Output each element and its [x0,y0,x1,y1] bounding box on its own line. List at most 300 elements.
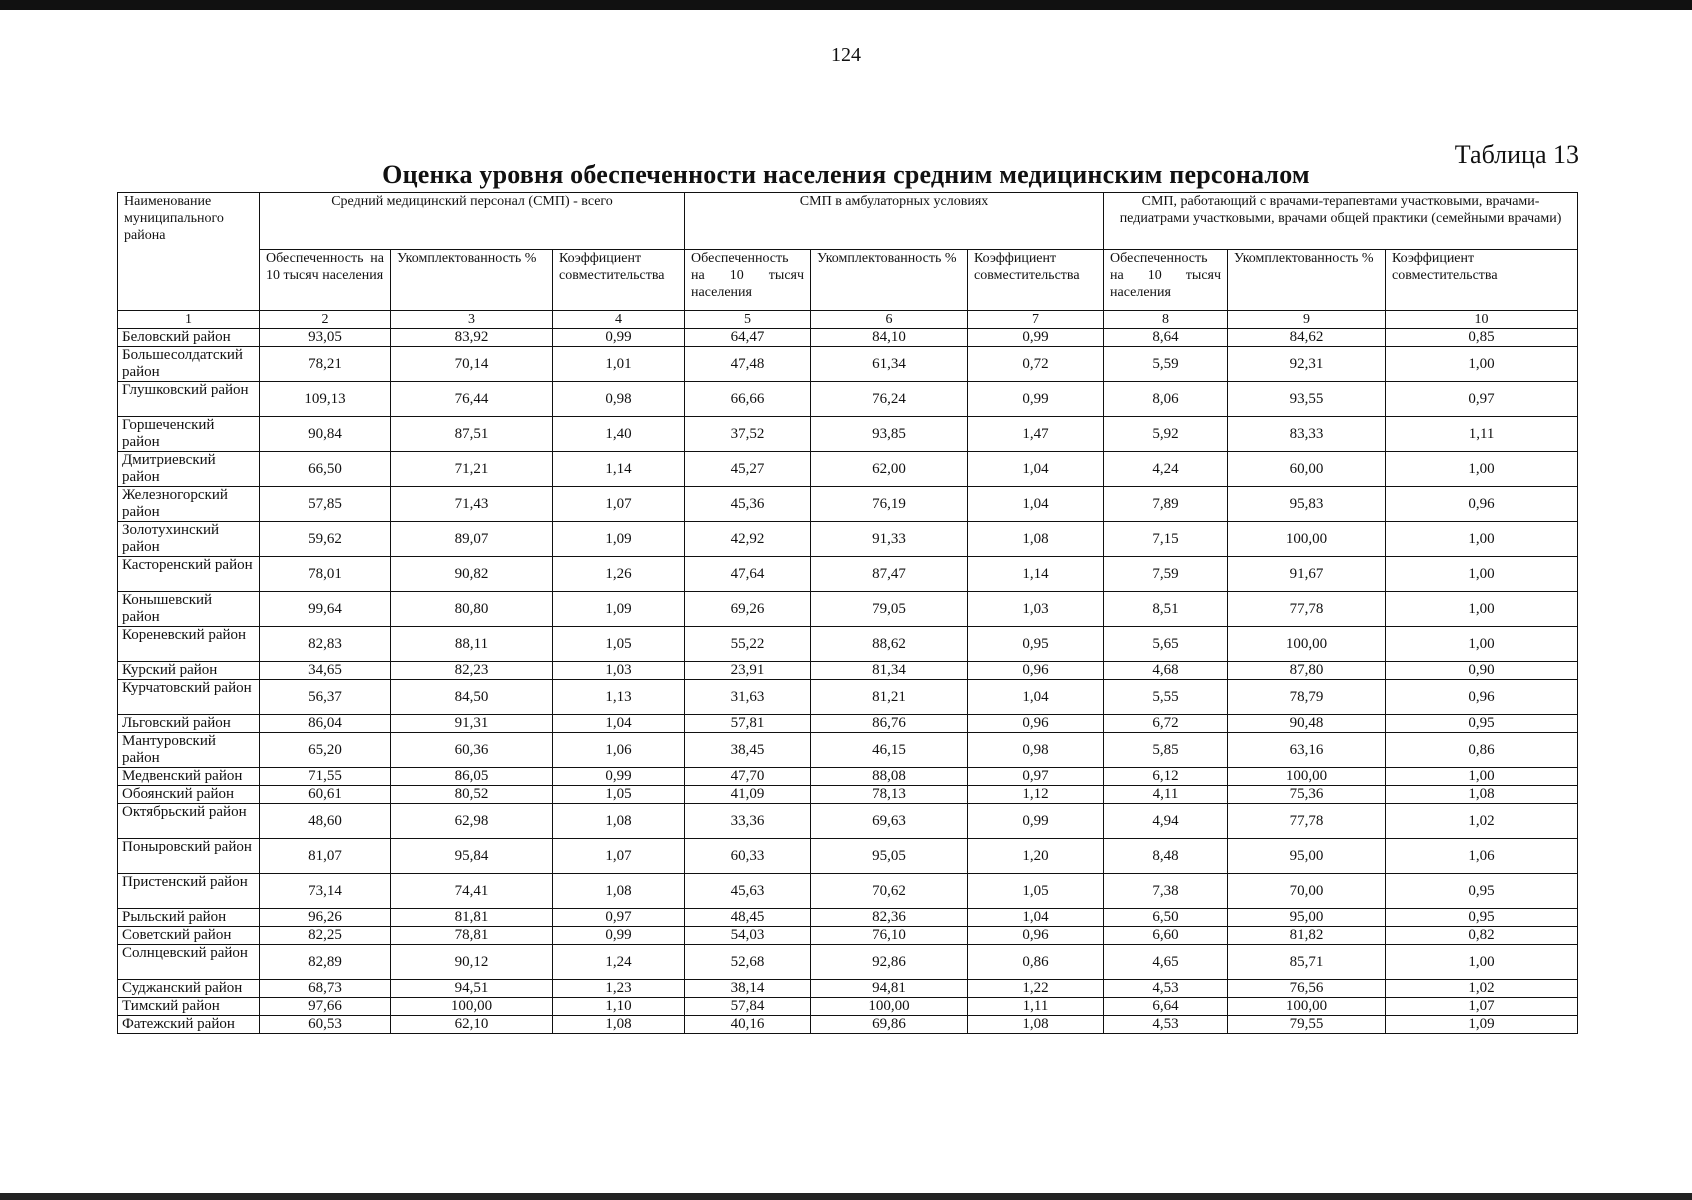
cell-value: 70,14 [391,347,553,382]
header-supply: Обеспеченность на 10 тысяч населения [260,250,391,311]
cell-value: 0,86 [1386,733,1578,768]
district-name: Мантуровский район [118,733,260,768]
header-coefficient: Коэффициент совместительства [553,250,685,311]
cell-value: 1,47 [968,417,1104,452]
cell-value: 64,47 [685,329,811,347]
cell-value: 6,12 [1104,768,1228,786]
cell-value: 1,08 [1386,786,1578,804]
table-row [118,347,1578,382]
district-name: Золотухинский район [118,522,260,557]
table-row [118,927,1578,945]
cell-value: 81,07 [260,839,391,874]
cell-value: 1,14 [553,452,685,487]
cell-value: 83,33 [1228,417,1386,452]
cell-value: 82,25 [260,927,391,945]
cell-value: 94,81 [811,980,968,998]
cell-value: 70,00 [1228,874,1386,909]
cell-value: 57,81 [685,715,811,733]
cell-value: 60,00 [1228,452,1386,487]
cell-value: 48,45 [685,909,811,927]
cell-value: 88,11 [391,627,553,662]
cell-value: 59,62 [260,522,391,557]
scan-edge-top [0,0,1692,10]
table-row [118,874,1578,909]
cell-value: 1,24 [553,945,685,980]
cell-value: 7,15 [1104,522,1228,557]
district-name: Конышевский район [118,592,260,627]
cell-value: 87,51 [391,417,553,452]
cell-value: 95,00 [1228,909,1386,927]
cell-value: 1,00 [1386,768,1578,786]
cell-value: 1,08 [968,522,1104,557]
cell-value: 78,13 [811,786,968,804]
cell-value: 63,16 [1228,733,1386,768]
column-number: 5 [685,311,811,329]
header-supply: Обеспеченность на 10 тысяч населения [685,250,811,311]
district-name: Курчатовский район [118,680,260,715]
cell-value: 1,03 [968,592,1104,627]
district-name: Тимский район [118,998,260,1016]
cell-value: 83,92 [391,329,553,347]
cell-value: 92,31 [1228,347,1386,382]
cell-value: 7,59 [1104,557,1228,592]
cell-value: 1,04 [968,680,1104,715]
cell-value: 4,24 [1104,452,1228,487]
cell-value: 76,44 [391,382,553,417]
cell-value: 1,14 [968,557,1104,592]
table-row [118,998,1578,1016]
cell-value: 1,00 [1386,522,1578,557]
cell-value: 7,38 [1104,874,1228,909]
cell-value: 1,08 [553,1016,685,1034]
cell-value: 7,89 [1104,487,1228,522]
cell-value: 1,11 [968,998,1104,1016]
cell-value: 45,36 [685,487,811,522]
table-row [118,715,1578,733]
cell-value: 88,08 [811,768,968,786]
cell-value: 80,52 [391,786,553,804]
cell-value: 4,53 [1104,980,1228,998]
cell-value: 1,05 [968,874,1104,909]
cell-value: 78,79 [1228,680,1386,715]
cell-value: 96,26 [260,909,391,927]
district-name: Дмитриевский район [118,452,260,487]
cell-value: 4,11 [1104,786,1228,804]
cell-value: 37,52 [685,417,811,452]
cell-value: 90,48 [1228,715,1386,733]
column-number: 2 [260,311,391,329]
cell-value: 57,85 [260,487,391,522]
cell-value: 1,00 [1386,592,1578,627]
column-number-row [118,311,1578,329]
cell-value: 1,07 [553,839,685,874]
header-group-ambulatory: СМП в амбулаторных условиях [685,193,1104,250]
cell-value: 95,83 [1228,487,1386,522]
cell-value: 100,00 [391,998,553,1016]
cell-value: 62,98 [391,804,553,839]
cell-value: 1,07 [553,487,685,522]
cell-value: 5,59 [1104,347,1228,382]
cell-value: 8,06 [1104,382,1228,417]
cell-value: 79,05 [811,592,968,627]
cell-value: 0,96 [968,715,1104,733]
cell-value: 1,22 [968,980,1104,998]
cell-value: 78,21 [260,347,391,382]
cell-value: 0,90 [1386,662,1578,680]
cell-value: 8,51 [1104,592,1228,627]
cell-value: 1,12 [968,786,1104,804]
cell-value: 45,63 [685,874,811,909]
cell-value: 75,36 [1228,786,1386,804]
district-name: Железногорский район [118,487,260,522]
district-name: Поныровский район [118,839,260,874]
cell-value: 55,22 [685,627,811,662]
cell-value: 47,64 [685,557,811,592]
district-name: Кореневский район [118,627,260,662]
table-row [118,557,1578,592]
cell-value: 78,81 [391,927,553,945]
table-row [118,839,1578,874]
cell-value: 56,37 [260,680,391,715]
cell-value: 0,72 [968,347,1104,382]
cell-value: 77,78 [1228,592,1386,627]
header-group-total: Средний медицинский персонал (СМП) - всего [260,193,685,250]
cell-value: 100,00 [1228,522,1386,557]
cell-value: 0,99 [968,329,1104,347]
cell-value: 69,86 [811,1016,968,1034]
cell-value: 80,80 [391,592,553,627]
header-coefficient: Коэффициент совместительства [1386,250,1578,311]
table-label: Таблица 13 [1454,140,1579,169]
cell-value: 0,97 [1386,382,1578,417]
district-name: Горшеченский район [118,417,260,452]
cell-value: 89,07 [391,522,553,557]
table-row [118,804,1578,839]
cell-value: 42,92 [685,522,811,557]
cell-value: 4,94 [1104,804,1228,839]
cell-value: 47,70 [685,768,811,786]
column-number: 4 [553,311,685,329]
cell-value: 1,08 [968,1016,1104,1034]
cell-value: 90,82 [391,557,553,592]
cell-value: 6,60 [1104,927,1228,945]
cell-value: 6,72 [1104,715,1228,733]
cell-value: 1,13 [553,680,685,715]
cell-value: 76,24 [811,382,968,417]
district-name: Льговский район [118,715,260,733]
header-supply: Обеспеченность на 10 тысяч населения [1104,250,1228,311]
table-row [118,627,1578,662]
cell-value: 88,62 [811,627,968,662]
cell-value: 91,33 [811,522,968,557]
cell-value: 95,00 [1228,839,1386,874]
cell-value: 31,63 [685,680,811,715]
cell-value: 1,03 [553,662,685,680]
cell-value: 5,85 [1104,733,1228,768]
cell-value: 0,95 [1386,874,1578,909]
cell-value: 0,99 [968,382,1104,417]
cell-value: 0,82 [1386,927,1578,945]
cell-value: 0,97 [968,768,1104,786]
cell-value: 6,50 [1104,909,1228,927]
cell-value: 1,02 [1386,980,1578,998]
cell-value: 109,13 [260,382,391,417]
cell-value: 0,99 [553,927,685,945]
district-name: Фатежский район [118,1016,260,1034]
cell-value: 1,09 [553,592,685,627]
cell-value: 70,62 [811,874,968,909]
cell-value: 54,03 [685,927,811,945]
cell-value: 71,43 [391,487,553,522]
cell-value: 61,34 [811,347,968,382]
cell-value: 8,64 [1104,329,1228,347]
district-name: Касторенский район [118,557,260,592]
cell-value: 1,02 [1386,804,1578,839]
table-row [118,452,1578,487]
district-name: Глушковский район [118,382,260,417]
cell-value: 93,55 [1228,382,1386,417]
cell-value: 0,97 [553,909,685,927]
district-name: Курский район [118,662,260,680]
cell-value: 90,12 [391,945,553,980]
cell-value: 91,67 [1228,557,1386,592]
cell-value: 1,01 [553,347,685,382]
cell-value: 95,05 [811,839,968,874]
cell-value: 1,06 [1386,839,1578,874]
cell-value: 76,10 [811,927,968,945]
cell-value: 73,14 [260,874,391,909]
cell-value: 95,84 [391,839,553,874]
cell-value: 1,40 [553,417,685,452]
cell-value: 0,95 [1386,715,1578,733]
cell-value: 1,11 [1386,417,1578,452]
column-number: 8 [1104,311,1228,329]
header-district-name: Наименование муниципального района [118,193,260,311]
cell-value: 1,04 [968,909,1104,927]
district-name: Большесолдатский район [118,347,260,382]
cell-value: 1,10 [553,998,685,1016]
cell-value: 0,96 [968,662,1104,680]
cell-value: 33,36 [685,804,811,839]
cell-value: 93,85 [811,417,968,452]
district-name: Рыльский район [118,909,260,927]
cell-value: 81,82 [1228,927,1386,945]
cell-value: 52,68 [685,945,811,980]
column-number: 7 [968,311,1104,329]
column-number: 1 [118,311,260,329]
cell-value: 0,99 [553,768,685,786]
cell-value: 1,04 [968,487,1104,522]
scan-edge-bottom [0,1193,1692,1200]
cell-value: 65,20 [260,733,391,768]
cell-value: 5,55 [1104,680,1228,715]
table-body [118,329,1578,1034]
table-header [118,193,1578,329]
cell-value: 100,00 [1228,768,1386,786]
table-row [118,592,1578,627]
table-row [118,980,1578,998]
cell-value: 38,45 [685,733,811,768]
cell-value: 1,09 [553,522,685,557]
cell-value: 84,10 [811,329,968,347]
cell-value: 71,55 [260,768,391,786]
table-row [118,662,1578,680]
header-staffing: Укомплектованность % [391,250,553,311]
cell-value: 82,89 [260,945,391,980]
cell-value: 38,14 [685,980,811,998]
cell-value: 0,96 [1386,680,1578,715]
cell-value: 68,73 [260,980,391,998]
cell-value: 34,65 [260,662,391,680]
cell-value: 93,05 [260,329,391,347]
cell-value: 86,05 [391,768,553,786]
table-row [118,1016,1578,1034]
district-name: Советский район [118,927,260,945]
cell-value: 1,20 [968,839,1104,874]
cell-value: 62,10 [391,1016,553,1034]
cell-value: 1,05 [553,786,685,804]
cell-value: 76,56 [1228,980,1386,998]
cell-value: 92,86 [811,945,968,980]
cell-value: 48,60 [260,804,391,839]
cell-value: 71,21 [391,452,553,487]
district-name: Медвенский район [118,768,260,786]
cell-value: 1,08 [553,804,685,839]
table-row [118,382,1578,417]
cell-value: 60,61 [260,786,391,804]
cell-value: 0,98 [553,382,685,417]
cell-value: 47,48 [685,347,811,382]
cell-value: 87,47 [811,557,968,592]
column-number: 3 [391,311,553,329]
cell-value: 1,09 [1386,1016,1578,1034]
cell-value: 82,23 [391,662,553,680]
cell-value: 66,66 [685,382,811,417]
cell-value: 0,86 [968,945,1104,980]
cell-value: 57,84 [685,998,811,1016]
header-staffing: Укомплектованность % [1228,250,1386,311]
cell-value: 1,04 [553,715,685,733]
cell-value: 1,04 [968,452,1104,487]
cell-value: 0,96 [968,927,1104,945]
district-name: Суджанский район [118,980,260,998]
cell-value: 82,36 [811,909,968,927]
header-group-with-doctors: СМП, работающий с врачами-терапевтами участковыми, врачами-педиатрами участковыми, врачами общей практики (семейными врачами) [1104,193,1578,250]
cell-value: 1,00 [1386,945,1578,980]
cell-value: 40,16 [685,1016,811,1034]
cell-value: 0,99 [553,329,685,347]
cell-value: 99,64 [260,592,391,627]
table-row [118,909,1578,927]
cell-value: 1,00 [1386,557,1578,592]
cell-value: 86,04 [260,715,391,733]
cell-value: 84,50 [391,680,553,715]
cell-value: 87,80 [1228,662,1386,680]
cell-value: 46,15 [811,733,968,768]
cell-value: 78,01 [260,557,391,592]
table-row [118,417,1578,452]
document-title: Оценка уровня обеспеченности населения средним медицинским персоналом [382,160,1310,189]
cell-value: 62,00 [811,452,968,487]
cell-value: 91,31 [391,715,553,733]
header-coefficient: Коэффициент совместительства [968,250,1104,311]
cell-value: 23,91 [685,662,811,680]
district-name: Октябрьский район [118,804,260,839]
cell-value: 1,00 [1386,452,1578,487]
cell-value: 4,53 [1104,1016,1228,1034]
cell-value: 76,19 [811,487,968,522]
cell-value: 0,95 [1386,909,1578,927]
table-row [118,733,1578,768]
district-name: Солнцевский район [118,945,260,980]
cell-value: 90,84 [260,417,391,452]
column-number: 10 [1386,311,1578,329]
table-row [118,487,1578,522]
table-row [118,329,1578,347]
table-row [118,945,1578,980]
cell-value: 69,26 [685,592,811,627]
cell-value: 77,78 [1228,804,1386,839]
staffing-table [117,192,1578,1034]
cell-value: 85,71 [1228,945,1386,980]
cell-value: 45,27 [685,452,811,487]
column-number: 9 [1228,311,1386,329]
cell-value: 100,00 [811,998,968,1016]
table-row [118,522,1578,557]
cell-value: 97,66 [260,998,391,1016]
table-row [118,680,1578,715]
cell-value: 1,00 [1386,627,1578,662]
cell-value: 4,68 [1104,662,1228,680]
cell-value: 74,41 [391,874,553,909]
cell-value: 8,48 [1104,839,1228,874]
cell-value: 94,51 [391,980,553,998]
table-row [118,768,1578,786]
cell-value: 0,95 [968,627,1104,662]
cell-value: 0,85 [1386,329,1578,347]
cell-value: 1,26 [553,557,685,592]
cell-value: 1,07 [1386,998,1578,1016]
cell-value: 1,06 [553,733,685,768]
cell-value: 100,00 [1228,627,1386,662]
cell-value: 60,33 [685,839,811,874]
page-number: 124 [831,44,861,66]
cell-value: 81,81 [391,909,553,927]
cell-value: 5,65 [1104,627,1228,662]
cell-value: 4,65 [1104,945,1228,980]
cell-value: 0,96 [1386,487,1578,522]
cell-value: 60,53 [260,1016,391,1034]
cell-value: 6,64 [1104,998,1228,1016]
district-name: Беловский район [118,329,260,347]
cell-value: 82,83 [260,627,391,662]
cell-value: 79,55 [1228,1016,1386,1034]
cell-value: 66,50 [260,452,391,487]
cell-value: 5,92 [1104,417,1228,452]
column-number: 6 [811,311,968,329]
cell-value: 1,00 [1386,347,1578,382]
cell-value: 1,08 [553,874,685,909]
district-name: Пристенский район [118,874,260,909]
cell-value: 1,23 [553,980,685,998]
cell-value: 86,76 [811,715,968,733]
cell-value: 0,98 [968,733,1104,768]
cell-value: 69,63 [811,804,968,839]
cell-value: 41,09 [685,786,811,804]
cell-value: 100,00 [1228,998,1386,1016]
district-name: Обоянский район [118,786,260,804]
table-row [118,786,1578,804]
